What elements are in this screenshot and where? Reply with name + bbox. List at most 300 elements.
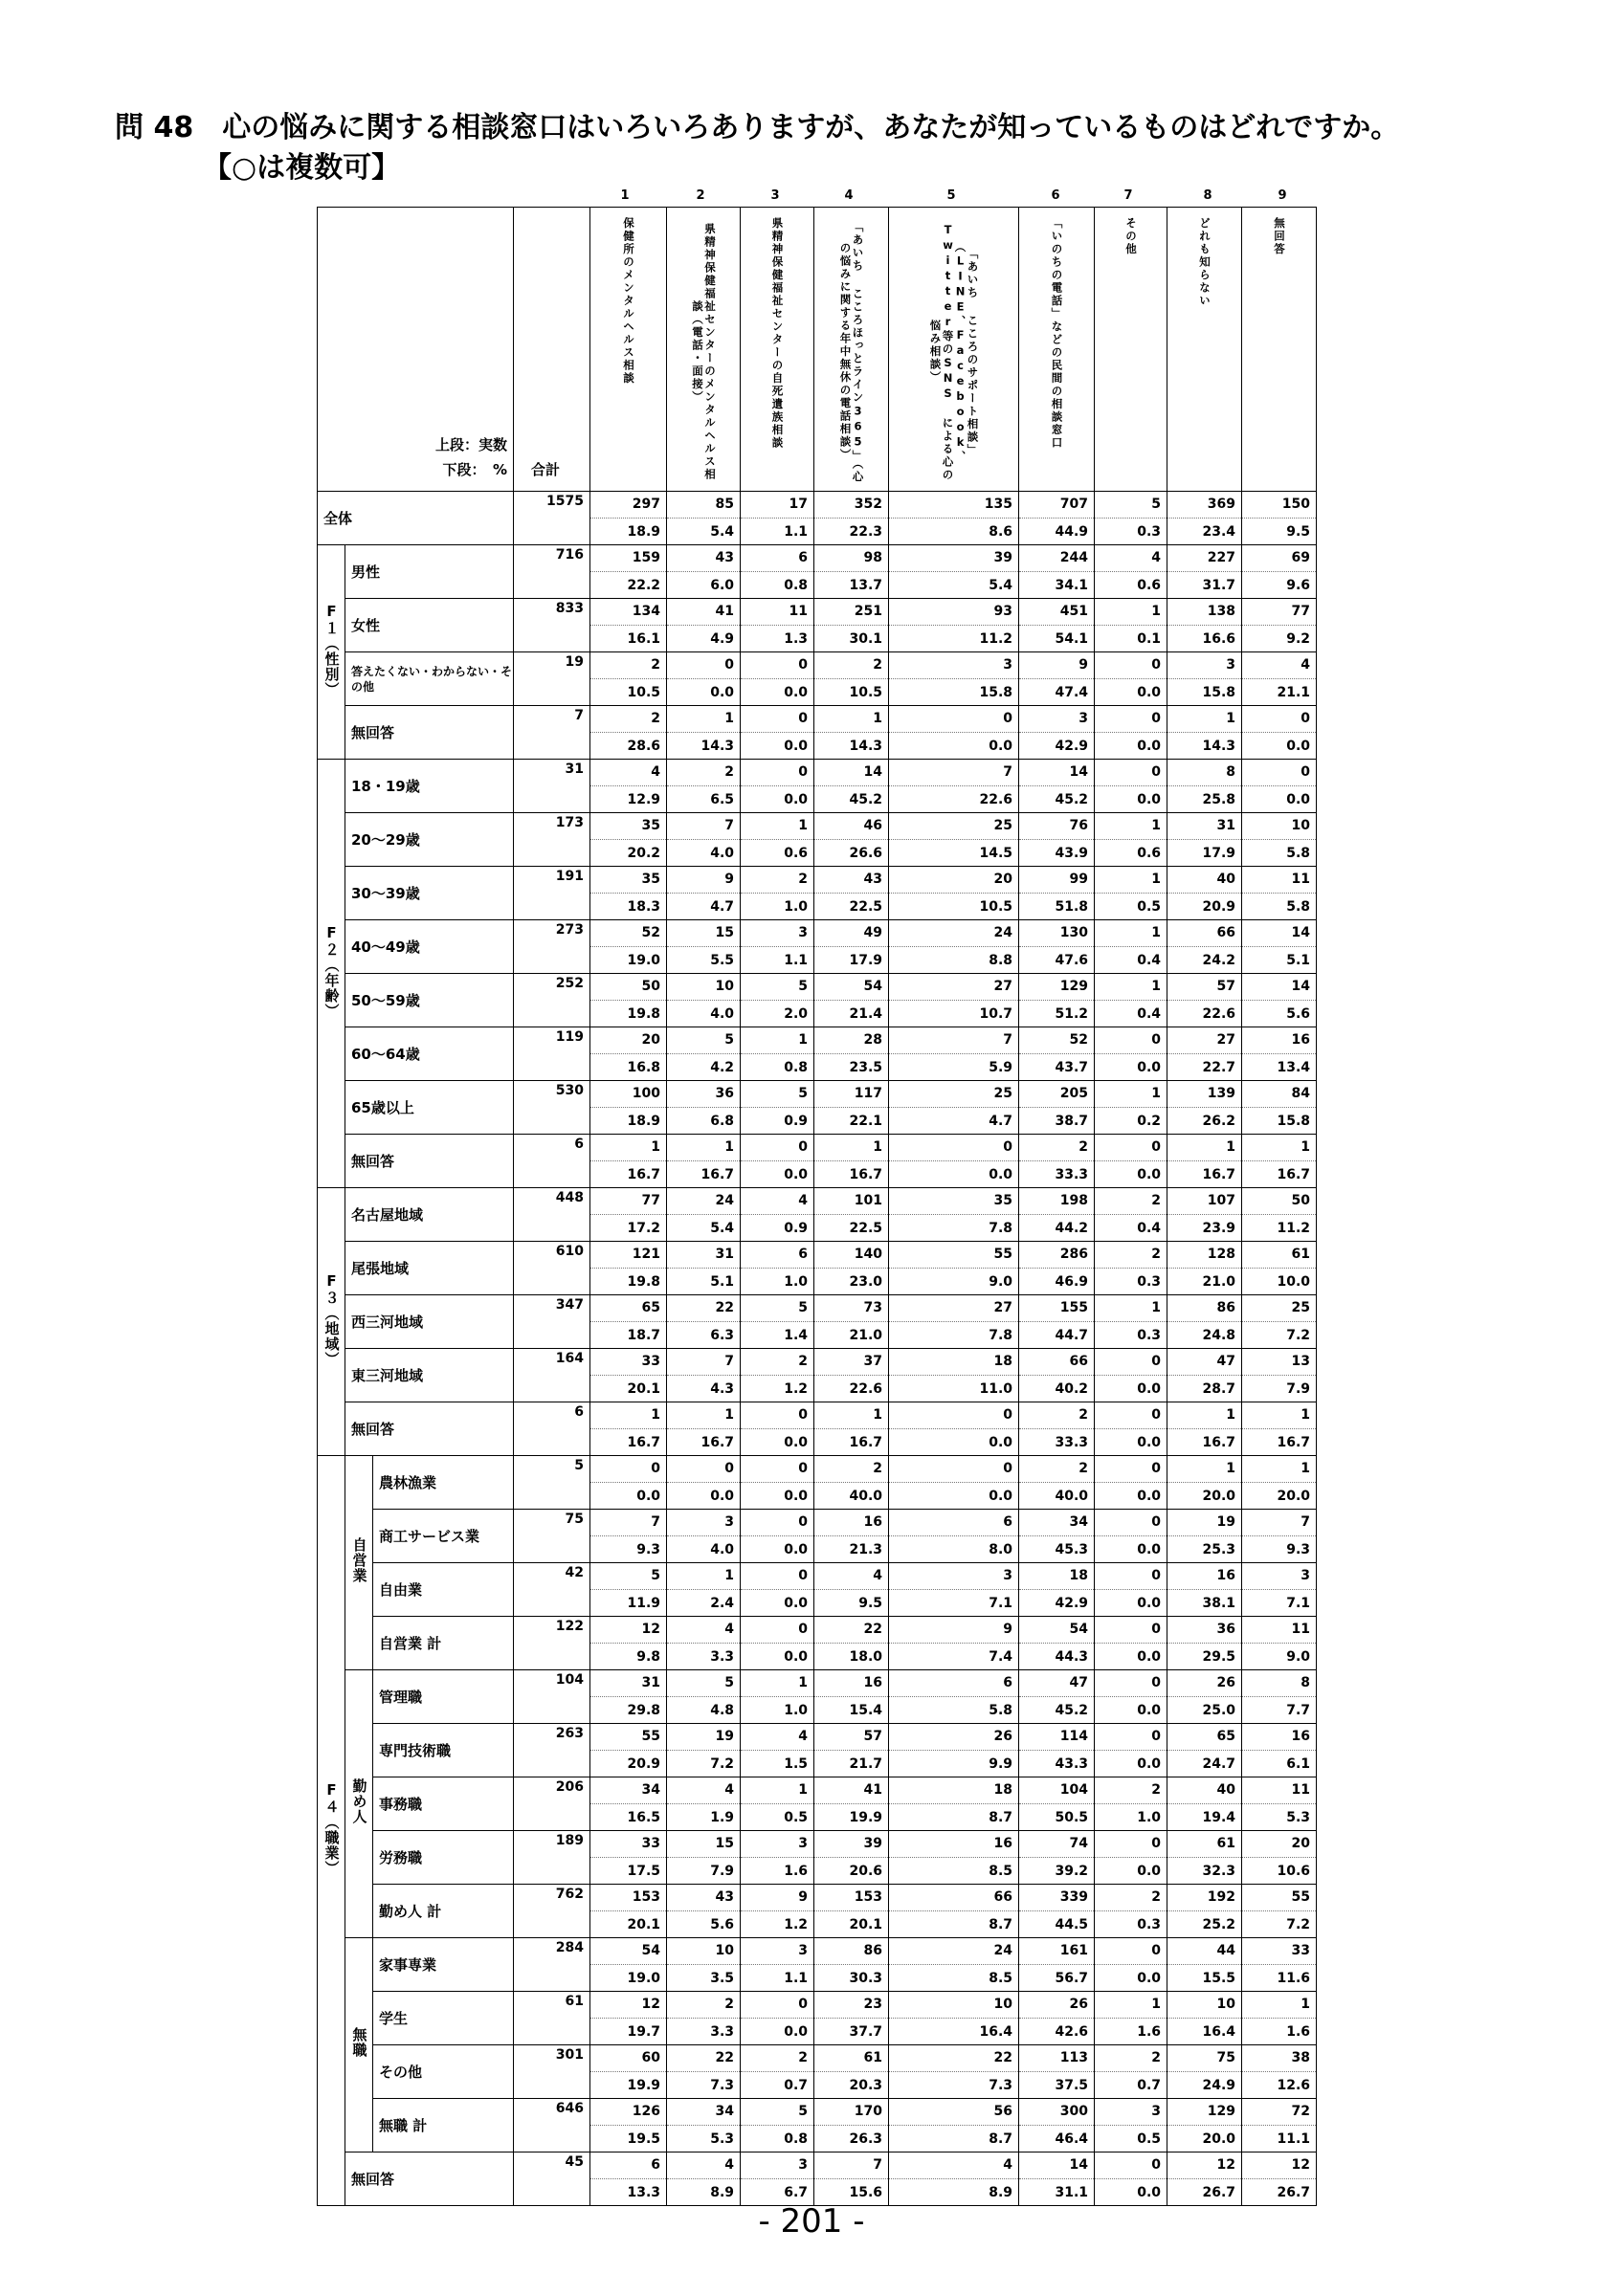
row-total: 252: [514, 974, 590, 1027]
option-header: 「あいち こころほっとライン365」（心の悩みに関する年中無休の電話相談）: [814, 208, 889, 492]
cell-percent: 0.0: [1095, 1697, 1167, 1724]
cell-count: 2: [814, 652, 889, 679]
cell-count: 451: [1019, 599, 1095, 626]
cell-count: 50: [590, 974, 667, 1001]
cell-percent: 18.0: [814, 1644, 889, 1670]
cell-percent: 9.2: [1242, 626, 1317, 652]
cell-percent: 6.5: [667, 786, 741, 813]
cell-percent: 0.0: [1095, 1376, 1167, 1402]
cell-percent: 7.2: [667, 1751, 741, 1777]
cell-percent: 15.8: [1242, 1108, 1317, 1135]
cell-percent: 0.0: [1095, 1483, 1167, 1510]
cell-percent: 5.1: [667, 1269, 741, 1295]
cell-percent: 33.3: [1019, 1429, 1095, 1456]
row-label: 労務職: [373, 1831, 514, 1885]
cell-count: 13: [1242, 1349, 1317, 1376]
cell-count: 0: [1095, 1938, 1167, 1965]
cell-percent: 5.3: [1242, 1804, 1317, 1831]
cell-count: 129: [1167, 2099, 1242, 2126]
cell-percent: 40.2: [1019, 1376, 1095, 1402]
cell-count: 3: [741, 1938, 814, 1965]
cell-count: 1: [814, 1135, 889, 1161]
row-total: 75: [514, 1510, 590, 1563]
table-row-all: [318, 492, 1317, 519]
cell-percent: 8.7: [889, 1911, 1019, 1938]
cell-count: 6: [741, 545, 814, 572]
cell-count: 10: [1242, 813, 1317, 840]
cell-count: 1: [1167, 706, 1242, 733]
cell-percent: 8.6: [889, 519, 1019, 545]
cell-count: 6: [889, 1670, 1019, 1697]
cell-percent: 15.8: [889, 679, 1019, 706]
cell-count: 27: [1167, 1027, 1242, 1054]
cell-count: 1: [1095, 599, 1167, 626]
cell-count: 61: [814, 2045, 889, 2072]
option-header: 県精神保健福祉センターの自死遺族相談: [741, 208, 814, 492]
row-label: 40～49歳: [345, 920, 514, 974]
row-label-header: [318, 208, 514, 492]
cell-count: 107: [1167, 1188, 1242, 1215]
cell-count: 4: [741, 1188, 814, 1215]
cell-percent: 0.0: [741, 679, 814, 706]
cell-percent: 30.1: [814, 626, 889, 652]
row-total: 6: [514, 1135, 590, 1188]
cell-percent: 25.8: [1167, 786, 1242, 813]
cell-count: 16: [1167, 1563, 1242, 1590]
crosstab-table: [317, 207, 1317, 2206]
cell-percent: 10.0: [1242, 1269, 1317, 1295]
cell-count: 0: [741, 1456, 814, 1483]
cell-percent: 20.2: [590, 840, 667, 867]
cell-percent: 25.2: [1167, 1911, 1242, 1938]
cell-percent: 14.5: [889, 840, 1019, 867]
cell-count: 4: [667, 1777, 741, 1804]
cell-percent: 0.0: [1095, 1054, 1167, 1081]
cell-count: 54: [814, 974, 889, 1001]
cell-percent: 0.0: [1095, 1590, 1167, 1617]
cell-count: 16: [1242, 1027, 1317, 1054]
cell-count: 15: [667, 920, 741, 947]
cell-count: 18: [889, 1349, 1019, 1376]
cell-percent: 54.1: [1019, 626, 1095, 652]
table-row-job_na: [318, 2152, 1317, 2179]
cell-count: 14: [814, 760, 889, 786]
cell-count: 24: [889, 1938, 1019, 1965]
table-row-agri: [318, 1456, 1317, 1483]
cell-percent: 37.5: [1019, 2072, 1095, 2099]
cell-count: 0: [1095, 1510, 1167, 1536]
table-row-age40: [318, 920, 1317, 947]
cell-percent: 16.7: [1242, 1429, 1317, 1456]
cell-count: 0: [1095, 1617, 1167, 1644]
cell-count: 8: [1167, 760, 1242, 786]
cell-percent: 20.0: [1242, 1483, 1317, 1510]
table-row-sex_na: [318, 706, 1317, 733]
cell-percent: 5.3: [667, 2126, 741, 2152]
cell-count: 12: [590, 1617, 667, 1644]
table-row-clerical: [318, 1777, 1317, 1804]
cell-count: 4: [889, 2152, 1019, 2179]
cell-count: 1: [590, 1135, 667, 1161]
cell-count: 22: [667, 2045, 741, 2072]
cell-percent: 4.0: [667, 840, 741, 867]
cell-percent: 29.5: [1167, 1644, 1242, 1670]
cell-percent: 21.4: [814, 1001, 889, 1027]
row-label: 学生: [373, 1992, 514, 2045]
cell-count: 44: [1167, 1938, 1242, 1965]
col-number: 4: [844, 188, 854, 203]
table-row-higashi: [318, 1349, 1317, 1376]
cell-count: 4: [590, 760, 667, 786]
cell-percent: 23.4: [1167, 519, 1242, 545]
cell-percent: 4.7: [889, 1108, 1019, 1135]
row-label: 勤め人 計: [373, 1885, 514, 1938]
cell-percent: 44.7: [1019, 1322, 1095, 1349]
cell-percent: 0.3: [1095, 1269, 1167, 1295]
cell-count: 1: [1167, 1135, 1242, 1161]
cell-count: 16: [889, 1831, 1019, 1858]
cell-count: 113: [1019, 2045, 1095, 2072]
cell-count: 126: [590, 2099, 667, 2126]
table-row-commerce: [318, 1510, 1317, 1536]
cell-percent: 0.0: [741, 1429, 814, 1456]
row-label: 女性: [345, 599, 514, 652]
cell-percent: 5.6: [667, 1911, 741, 1938]
cell-count: 1: [1167, 1402, 1242, 1429]
row-total: 646: [514, 2099, 590, 2152]
cell-count: 139: [1167, 1081, 1242, 1108]
cell-count: 10: [889, 1992, 1019, 2019]
cell-count: 0: [889, 1456, 1019, 1483]
row-total: 6: [514, 1402, 590, 1456]
cell-count: 40: [1167, 867, 1242, 894]
cell-percent: 1.4: [741, 1322, 814, 1349]
cell-count: 205: [1019, 1081, 1095, 1108]
cell-count: 5: [667, 1027, 741, 1054]
cell-count: 24: [667, 1188, 741, 1215]
cell-count: 7: [1242, 1510, 1317, 1536]
cell-percent: 15.4: [814, 1697, 889, 1724]
cell-percent: 20.6: [814, 1858, 889, 1885]
page-number: - 201 -: [758, 2202, 865, 2241]
cell-count: 31: [590, 1670, 667, 1697]
cell-percent: 9.9: [889, 1751, 1019, 1777]
cell-percent: 0.6: [741, 840, 814, 867]
cell-count: 40: [1167, 1777, 1242, 1804]
cell-percent: 7.2: [1242, 1911, 1317, 1938]
cell-count: 227: [1167, 545, 1242, 572]
cell-count: 1: [814, 706, 889, 733]
cell-count: 43: [667, 545, 741, 572]
cell-percent: 0.0: [741, 1483, 814, 1510]
cell-percent: 45.2: [1019, 786, 1095, 813]
cell-percent: 1.0: [741, 1697, 814, 1724]
cell-percent: 0.0: [741, 1590, 814, 1617]
row-total: 104: [514, 1670, 590, 1724]
cell-percent: 33.3: [1019, 1161, 1095, 1188]
cell-count: 72: [1242, 2099, 1317, 2126]
cell-percent: 20.1: [590, 1376, 667, 1402]
cell-count: 0: [1095, 1831, 1167, 1858]
cell-percent: 17.9: [814, 947, 889, 974]
cell-percent: 1.1: [741, 1965, 814, 1992]
cell-percent: 8.9: [667, 2179, 741, 2206]
cell-percent: 5.8: [889, 1697, 1019, 1724]
cell-count: 28: [814, 1027, 889, 1054]
cell-count: 11: [1242, 867, 1317, 894]
cell-count: 1: [741, 1777, 814, 1804]
cell-percent: 9.0: [1242, 1644, 1317, 1670]
row-label: 無回答: [345, 2152, 514, 2206]
cell-count: 0: [889, 1402, 1019, 1429]
cell-percent: 44.3: [1019, 1644, 1095, 1670]
cell-percent: 21.1: [1242, 679, 1317, 706]
cell-percent: 38.1: [1167, 1590, 1242, 1617]
cell-count: 2: [1095, 1188, 1167, 1215]
cell-count: 129: [1019, 974, 1095, 1001]
cell-count: 2: [1095, 2045, 1167, 2072]
cell-percent: 0.0: [889, 1161, 1019, 1188]
cell-percent: 0.0: [1095, 1644, 1167, 1670]
cell-percent: 42.9: [1019, 1590, 1095, 1617]
cell-percent: 1.9: [667, 1804, 741, 1831]
row-total: 164: [514, 1349, 590, 1402]
cell-percent: 46.9: [1019, 1269, 1095, 1295]
cell-percent: 7.3: [667, 2072, 741, 2099]
cell-count: 5: [741, 1295, 814, 1322]
row-label: 65歳以上: [345, 1081, 514, 1135]
cell-count: 0: [741, 1617, 814, 1644]
cell-count: 20: [889, 867, 1019, 894]
cell-percent: 5.8: [1242, 840, 1317, 867]
cell-percent: 1.3: [741, 626, 814, 652]
cell-count: 0: [1095, 1135, 1167, 1161]
row-total: 762: [514, 1885, 590, 1938]
cell-percent: 0.0: [889, 733, 1019, 760]
cell-count: 7: [889, 1027, 1019, 1054]
cell-count: 286: [1019, 1242, 1095, 1269]
row-total: 42: [514, 1563, 590, 1617]
cell-count: 0: [889, 1135, 1019, 1161]
cell-count: 3: [741, 1831, 814, 1858]
cell-count: 41: [814, 1777, 889, 1804]
cell-count: 93: [889, 599, 1019, 626]
cell-count: 0: [1242, 706, 1317, 733]
cell-count: 1: [590, 1402, 667, 1429]
cell-percent: 10.6: [1242, 1858, 1317, 1885]
cell-percent: 38.7: [1019, 1108, 1095, 1135]
row-total: 610: [514, 1242, 590, 1295]
cell-count: 339: [1019, 1885, 1095, 1911]
row-label: 50～59歳: [345, 974, 514, 1027]
cell-count: 77: [590, 1188, 667, 1215]
cell-count: 0: [1095, 652, 1167, 679]
cell-percent: 56.7: [1019, 1965, 1095, 1992]
option-header: その他: [1095, 208, 1167, 492]
row-total: 301: [514, 2045, 590, 2099]
cell-percent: 1.6: [741, 1858, 814, 1885]
cell-percent: 23.0: [814, 1269, 889, 1295]
cell-percent: 20.9: [590, 1751, 667, 1777]
cell-percent: 16.7: [1242, 1161, 1317, 1188]
col-number: 7: [1123, 188, 1133, 203]
cell-count: 155: [1019, 1295, 1095, 1322]
cell-percent: 17.5: [590, 1858, 667, 1885]
cell-count: 0: [1242, 760, 1317, 786]
cell-percent: 18.9: [590, 1108, 667, 1135]
table-row-age18: [318, 760, 1317, 786]
cell-percent: 19.8: [590, 1001, 667, 1027]
cell-count: 0: [741, 1402, 814, 1429]
row-total: 530: [514, 1081, 590, 1135]
cell-percent: 20.9: [1167, 894, 1242, 920]
cell-count: 192: [1167, 1885, 1242, 1911]
col-number: 3: [770, 188, 780, 203]
cell-count: 170: [814, 2099, 889, 2126]
cell-percent: 21.0: [814, 1322, 889, 1349]
cell-count: 0: [1095, 1670, 1167, 1697]
cell-count: 2: [590, 652, 667, 679]
subgroup-label-unemployed: 無職: [345, 1938, 373, 2152]
cell-percent: 32.3: [1167, 1858, 1242, 1885]
cell-count: 55: [1242, 1885, 1317, 1911]
table-row-manager: [318, 1670, 1317, 1697]
cell-percent: 17.9: [1167, 840, 1242, 867]
cell-percent: 22.1: [814, 1108, 889, 1135]
table-row-student: [318, 1992, 1317, 2019]
cell-percent: 5.8: [1242, 894, 1317, 920]
cell-percent: 10.7: [889, 1001, 1019, 1027]
cell-percent: 11.2: [889, 626, 1019, 652]
cell-count: 35: [889, 1188, 1019, 1215]
cell-count: 99: [1019, 867, 1095, 894]
cell-count: 74: [1019, 1831, 1095, 1858]
cell-percent: 0.6: [1095, 840, 1167, 867]
cell-count: 0: [590, 1456, 667, 1483]
cell-percent: 1.1: [741, 519, 814, 545]
cell-count: 16: [814, 1510, 889, 1536]
cell-count: 47: [1167, 1349, 1242, 1376]
cell-count: 10: [667, 974, 741, 1001]
cell-count: 65: [590, 1295, 667, 1322]
cell-percent: 7.4: [889, 1644, 1019, 1670]
cell-percent: 47.4: [1019, 679, 1095, 706]
cell-percent: 14.3: [1167, 733, 1242, 760]
cell-count: 300: [1019, 2099, 1095, 2126]
cell-count: 66: [889, 1885, 1019, 1911]
cell-count: 1: [1095, 920, 1167, 947]
cell-percent: 9.5: [1242, 519, 1317, 545]
cell-percent: 50.5: [1019, 1804, 1095, 1831]
cell-percent: 8.7: [889, 1804, 1019, 1831]
cell-percent: 16.8: [590, 1054, 667, 1081]
cell-count: 31: [1167, 813, 1242, 840]
cell-count: 1: [1095, 813, 1167, 840]
cell-percent: 15.6: [814, 2179, 889, 2206]
cell-percent: 6.1: [1242, 1751, 1317, 1777]
cell-count: 22: [889, 2045, 1019, 2072]
cell-percent: 19.8: [590, 1269, 667, 1295]
cell-percent: 0.1: [1095, 626, 1167, 652]
row-total: 122: [514, 1617, 590, 1670]
cell-percent: 18.3: [590, 894, 667, 920]
table-row-nagoya: [318, 1188, 1317, 1215]
cell-percent: 2.4: [667, 1590, 741, 1617]
cell-percent: 7.3: [889, 2072, 1019, 2099]
cell-percent: 9.3: [1242, 1536, 1317, 1563]
cell-percent: 29.8: [590, 1697, 667, 1724]
total-label: 合計: [531, 461, 561, 478]
cell-percent: 0.7: [741, 2072, 814, 2099]
cell-percent: 43.9: [1019, 840, 1095, 867]
cell-percent: 0.0: [741, 733, 814, 760]
cell-count: 20: [1242, 1831, 1317, 1858]
row-label: 専門技術職: [373, 1724, 514, 1777]
row-label: 無回答: [345, 1135, 514, 1188]
table-row-age_na: [318, 1135, 1317, 1161]
cell-percent: 8.9: [889, 2179, 1019, 2206]
cell-count: 18: [889, 1777, 1019, 1804]
cell-percent: 8.5: [889, 1858, 1019, 1885]
cell-percent: 1.0: [741, 894, 814, 920]
cell-percent: 4.9: [667, 626, 741, 652]
cell-percent: 26.7: [1242, 2179, 1317, 2206]
table-row-female: [318, 599, 1317, 626]
table-row-region_na: [318, 1402, 1317, 1429]
row-total: 716: [514, 545, 590, 599]
option-header: 「あいち こころのサポート相談」（LINE、Facebook、Twitter等のSNS による心の悩み相談）: [889, 208, 1019, 492]
cell-percent: 0.3: [1095, 1911, 1167, 1938]
cell-count: 10: [667, 1938, 741, 1965]
cell-percent: 0.0: [1242, 786, 1317, 813]
cell-count: 17: [741, 492, 814, 519]
cell-count: 19: [1167, 1510, 1242, 1536]
cell-count: 36: [1167, 1617, 1242, 1644]
cell-percent: 1.1: [741, 947, 814, 974]
cell-percent: 0.2: [1095, 1108, 1167, 1135]
cell-count: 27: [889, 974, 1019, 1001]
cell-count: 153: [814, 1885, 889, 1911]
table-row-self_total: [318, 1617, 1317, 1644]
cell-percent: 9.8: [590, 1644, 667, 1670]
cell-percent: 4.0: [667, 1001, 741, 1027]
row-total: 833: [514, 599, 590, 652]
cell-percent: 5.9: [889, 1054, 1019, 1081]
cell-percent: 30.3: [814, 1965, 889, 1992]
cell-count: 3: [1019, 706, 1095, 733]
cell-count: 9: [889, 1617, 1019, 1644]
cell-percent: 19.9: [590, 2072, 667, 2099]
cell-percent: 8.5: [889, 1965, 1019, 1992]
cell-percent: 0.8: [741, 572, 814, 599]
question-title: 問 48 心の悩みに関する相談窓口はいろいろありますが、あなたが知っているものはどれですか。: [115, 111, 1400, 144]
cell-percent: 16.4: [1167, 2019, 1242, 2045]
cell-percent: 0.0: [1095, 1429, 1167, 1456]
cell-count: 161: [1019, 1938, 1095, 1965]
cell-percent: 7.9: [1242, 1376, 1317, 1402]
cell-count: 0: [741, 1135, 814, 1161]
cell-count: 14: [1019, 2152, 1095, 2179]
cell-count: 369: [1167, 492, 1242, 519]
row-label: 全体: [318, 492, 514, 545]
cell-percent: 4.3: [667, 1376, 741, 1402]
cell-count: 1: [667, 1135, 741, 1161]
cell-percent: 7.8: [889, 1215, 1019, 1242]
cell-percent: 6.3: [667, 1322, 741, 1349]
cell-percent: 16.4: [889, 2019, 1019, 2045]
cell-count: 0: [1095, 1456, 1167, 1483]
cell-count: 50: [1242, 1188, 1317, 1215]
